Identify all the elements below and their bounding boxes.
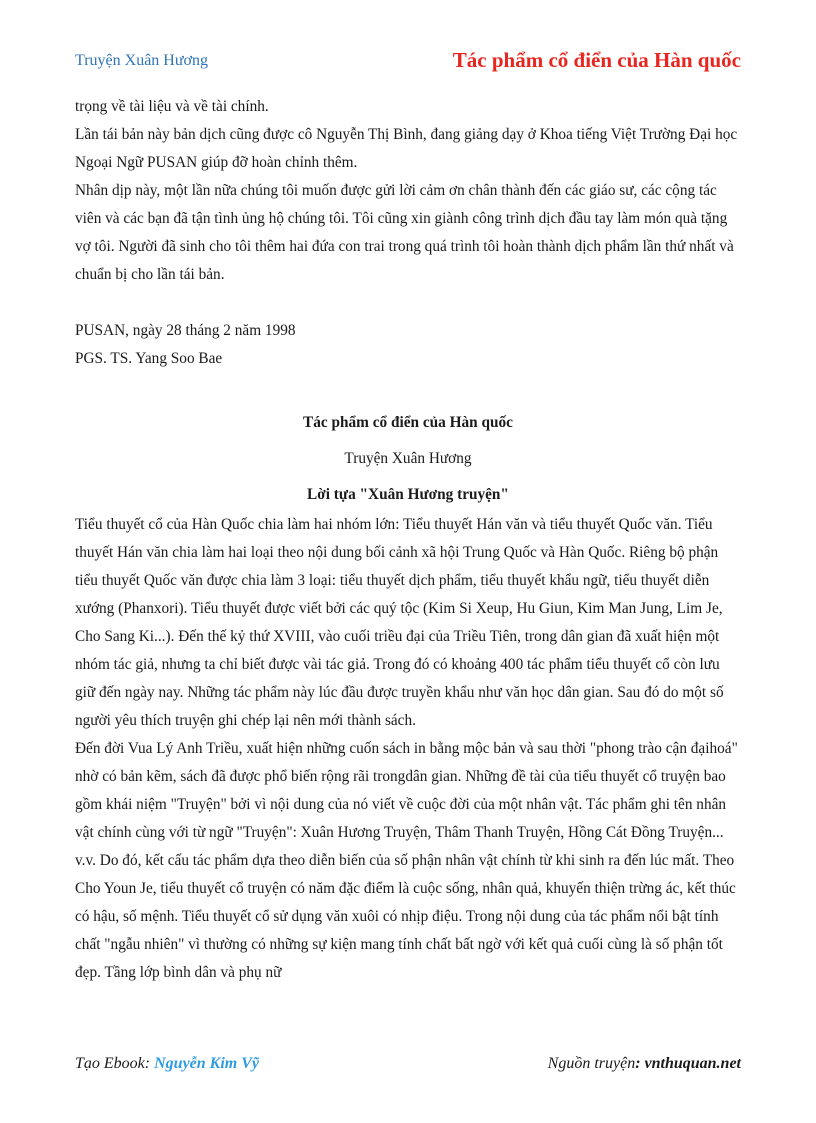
paragraph: Nhân dịp này, một lần nữa chúng tôi muốn được gửi lời cảm ơn chân thành đến các giáo sư, các cộng tác viên và các bạn đã tận tình ủng hộ chúng tôi. Tôi cũng xin giành công trình dịch đầu tay làm món quà tặng vợ tôi. Người đã sinh cho tôi thêm hai đứa con trai trong quá trình tôi hoàn thành dịch phẩm lần thứ nhất và chuẩn bị cho lần tái bản.: [75, 182, 734, 283]
section-subtitle: Truyện Xuân Hương: [344, 450, 472, 467]
signature-name: PGS. TS. Yang Soo Bae: [75, 350, 223, 367]
paragraph: trọng về tài liệu và về tài chính.: [75, 98, 269, 115]
footer-source-label: Nguồn truyện: [547, 1055, 636, 1072]
page-content: [75, 93, 741, 987]
header-collection-title: Tác phẩm cổ điển của Hàn quốc: [452, 48, 741, 72]
paragraph: Tiểu thuyết cổ của Hàn Quốc chia làm hai nhóm lớn: Tiểu thuyết Hán văn và tiểu thuyết Quốc văn. Tiểu thuyết Hán văn chia làm hai loại theo nội dung bối cảnh xã hội Trung Quốc và Hàn Quốc. Riêng bộ phận tiểu thuyết Quốc văn được chia làm 3 loại: tiểu thuyết dịch phẩm, tiểu thuyết khẩu ngữ, tiểu thuyết diễn xướng (Phanxori). Tiểu thuyết được viết bởi các quý tộc (Kim Si Xeup, Hu Giun, Kim Man Jung, Lim Je, Cho Sang Ki...). Đến thế kỷ thứ XVIII, vào cuối triều đại của Triều Tiên, trong dân gian đã xuất hiện một nhóm tác giả, nhưng ta chỉ biết được vài tác giả. Trong đó có khoảng 400 tác phẩm tiểu thuyết cổ còn lưu giữ đến ngày nay. Những tác phẩm này lúc đầu được truyền khẩu như văn học dân gian. Sau đó do một số người yêu thích truyện ghi chép lại nên mới thành sách.: [75, 516, 724, 729]
footer-source-site: vnthuquan.net: [644, 1055, 741, 1072]
signature-date: PUSAN, ngày 28 tháng 2 năm 1998: [75, 322, 296, 339]
footer-ebook-credit: Tạo Ebook: Nguyễn Kim Vỹ: [75, 1055, 259, 1072]
header-book-title: Truyện Xuân Hương: [75, 52, 208, 69]
footer-ebook-author: Nguyễn Kim Vỹ: [154, 1055, 259, 1072]
paragraph: Lần tái bản này bản dịch cũng được cô Nguyễn Thị Bình, đang giảng dạy ở Khoa tiếng Việt Trường Đại học Ngoại Ngữ PUSAN giúp đỡ hoàn chỉnh thêm.: [75, 126, 738, 171]
footer-source-credit: Nguồn truyện: vnthuquan.net: [547, 1055, 741, 1072]
paragraph: Đến đời Vua Lý Anh Triều, xuất hiện những cuốn sách in bằng mộc bản và sau thời "phong trào cận đạihoá" nhờ có bản kẽm, sách đã được phổ biến rộng rãi trongdân gian. Những đề tài của tiểu thuyết cổ truyện bao gồm khái niệm "Truyện" bởi vì nội dung của nó viết về cuộc đời của một nhân vật. Tác phẩm ghi tên nhân vật chính cùng với từ ngữ "Truyện": Xuân Hương Truyện, Thâm Thanh Truyện, Hồng Cát Đồng Truyện... v.v. Do đó, kết cấu tác phẩm dựa theo diễn biến của số phận nhân vật chính từ khi sinh ra đến lúc mất. Theo Cho Youn Je, tiểu thuyết cổ truyện có năm đặc điểm là cuộc sống, nhân quả, khuyến thiện trừng ác, kết thúc có hậu, số mệnh. Tiểu thuyết cổ sử dụng văn xuôi có nhịp điệu. Trong nội dung của tác phẩm nổi bật tính chất "ngẫu nhiên" vì thường có những sự kiện mang tính chất bất ngờ với kết quả cuối cùng là số phận tốt đẹp. Tầng lớp bình dân và phụ nữ: [75, 740, 738, 981]
footer-ebook-label: Tạo Ebook: [75, 1055, 145, 1072]
section-title: Tác phẩm cổ điển của Hàn quốc: [303, 414, 513, 431]
preface-heading: Lời tựa "Xuân Hương truyện": [307, 486, 509, 503]
